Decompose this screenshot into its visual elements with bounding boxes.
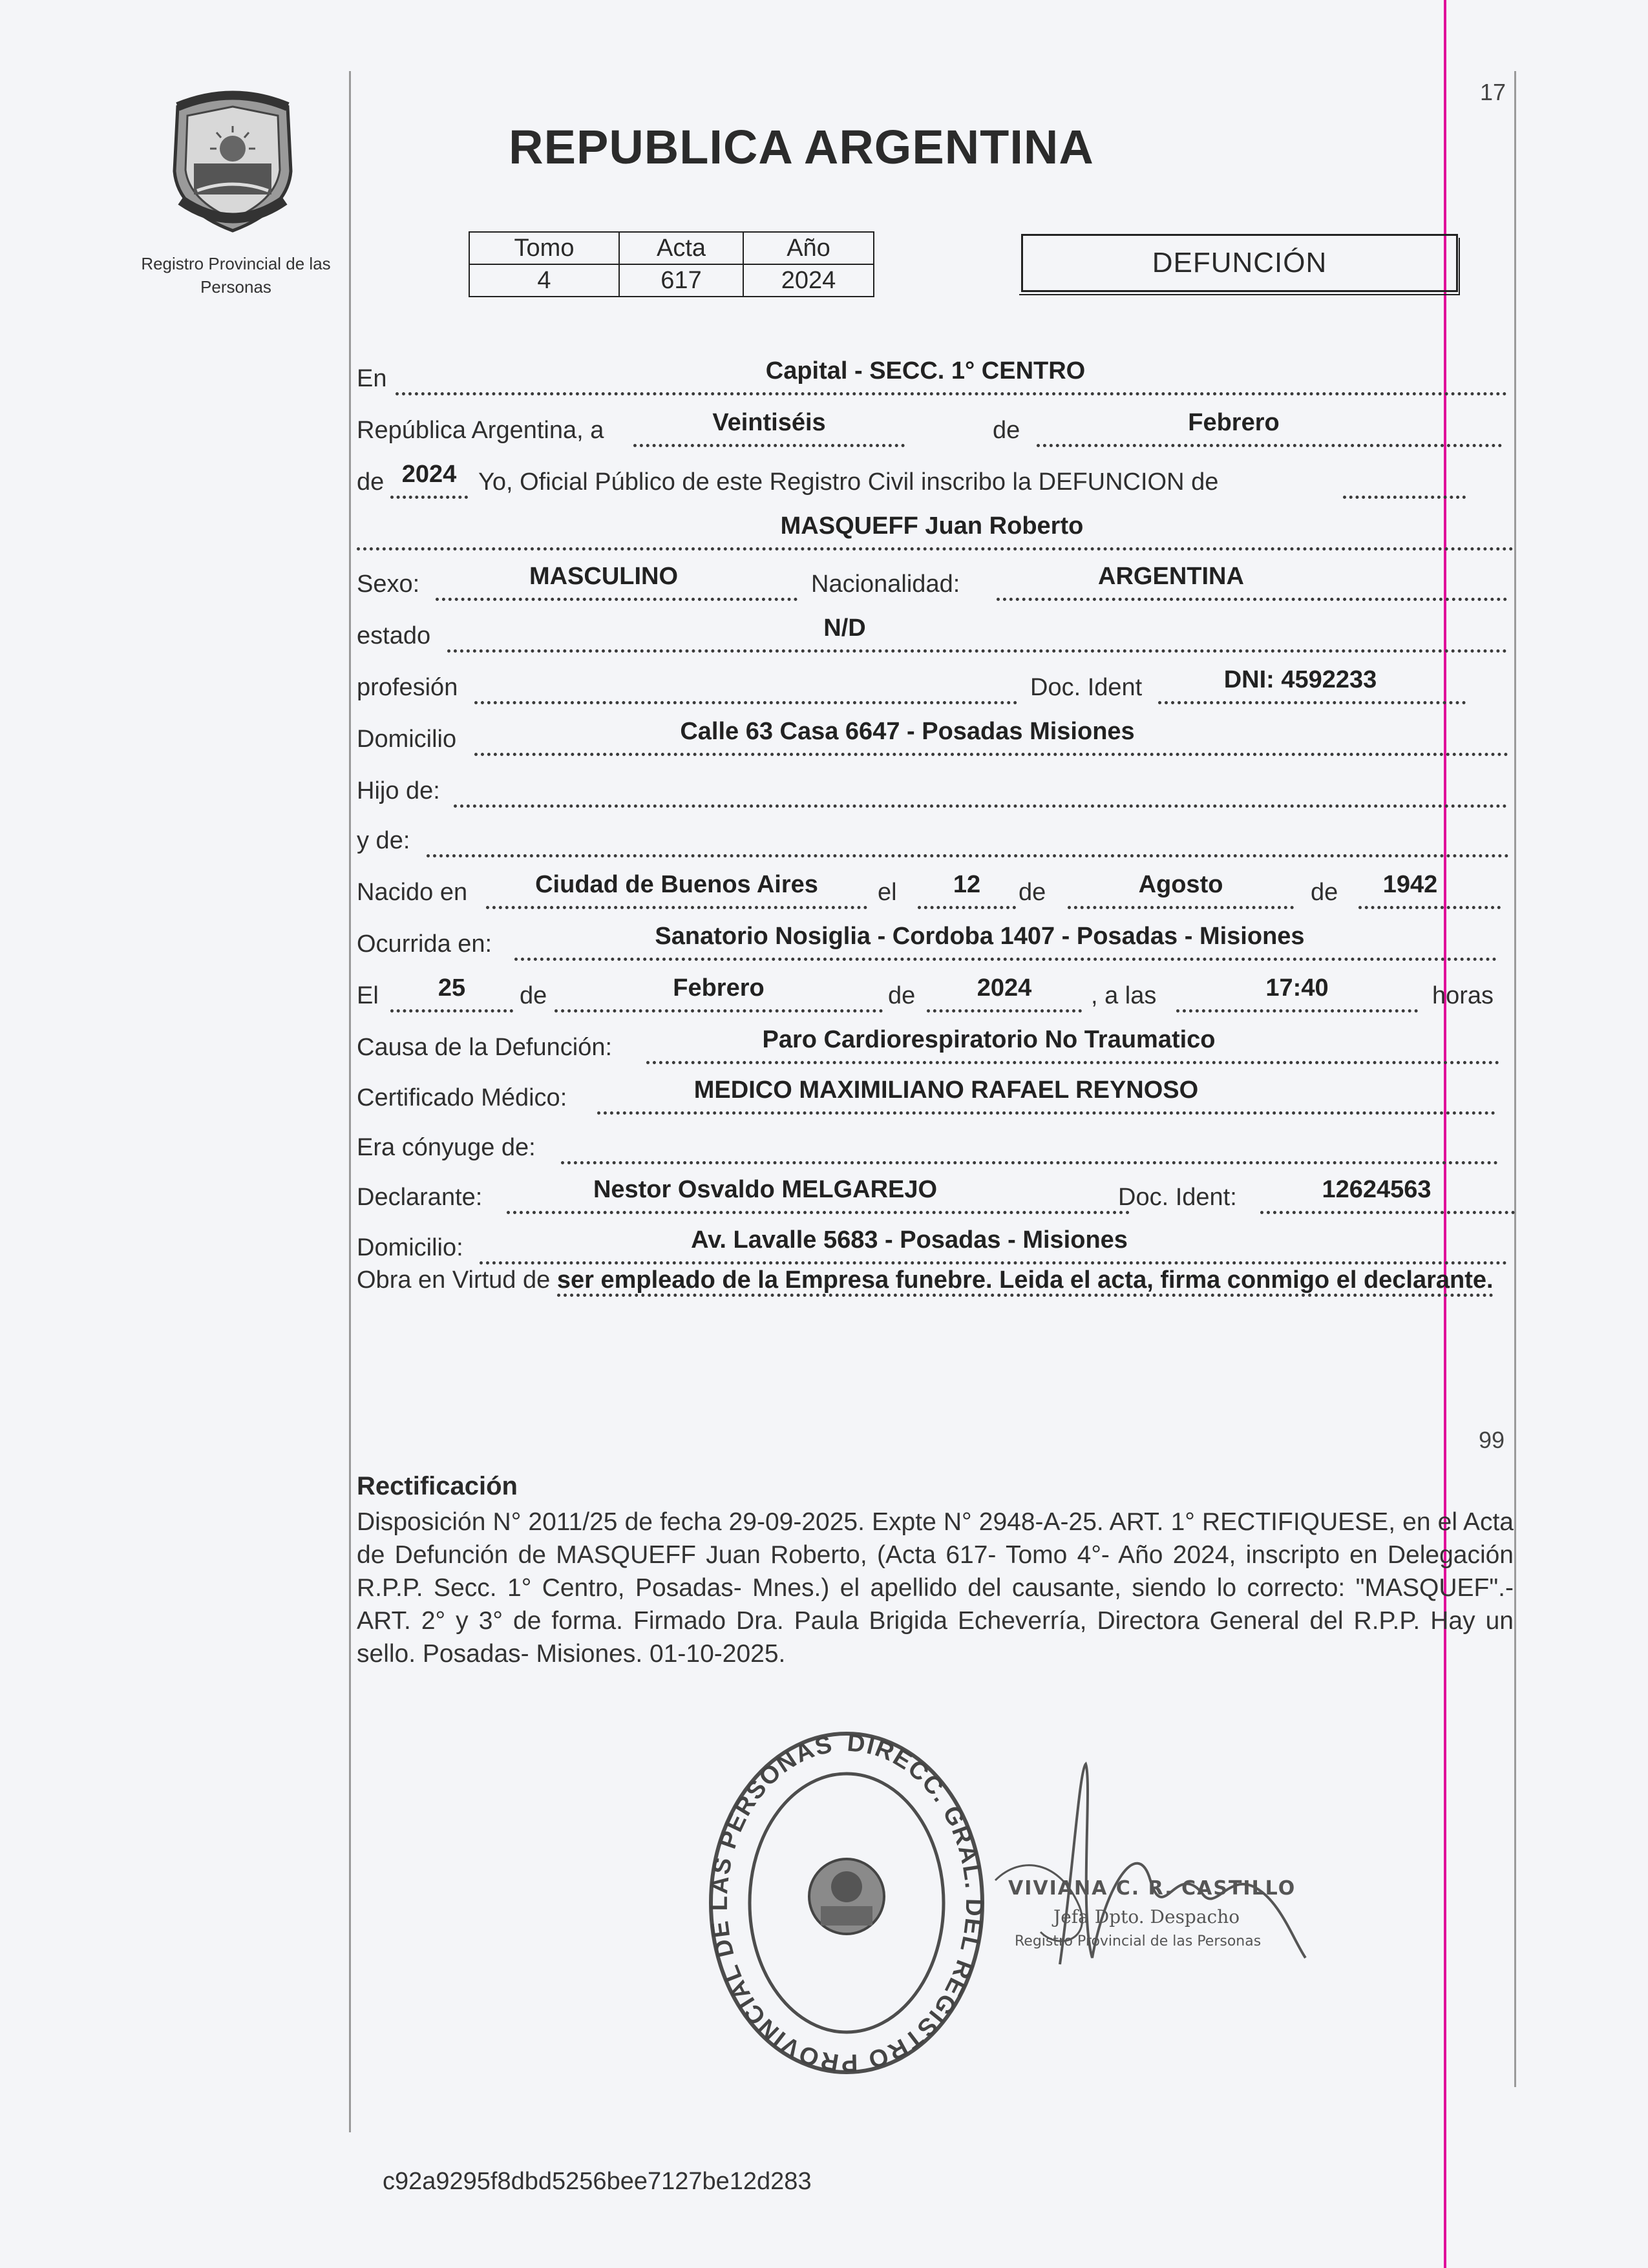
row-profesion <box>357 664 1514 706</box>
row-decl-domicilio <box>357 1224 1514 1266</box>
nacionalidad-label: Nacionalidad: <box>811 571 960 598</box>
row-conyuge <box>357 1124 1514 1166</box>
document-hash: c92a9295f8dbd5256bee7127be12d283 <box>383 2168 812 2195</box>
birth-de2-label: de <box>1311 879 1338 906</box>
year-prefix: de <box>357 468 385 496</box>
el-label: el <box>878 879 897 906</box>
inscribo-text: Yo, Oficial Público de este Registro Civil inscribo la DEFUNCION de <box>478 468 1219 496</box>
en-label: En <box>357 365 387 392</box>
tomo-header: Tomo <box>469 232 619 264</box>
yde-label: y de: <box>357 827 410 854</box>
acta-header: Acta <box>619 232 743 264</box>
rectificacion-title: Rectificación <box>357 1472 518 1500</box>
record-type-box: DEFUNCIÓN <box>1021 234 1458 292</box>
death-de2-label: de <box>888 982 916 1009</box>
day-value: Veintiséis <box>712 409 826 436</box>
decl-domicilio-value: Av. Lavalle 5683 - Posadas - Misiones <box>691 1226 1128 1254</box>
birth-day: 12 <box>953 871 981 898</box>
right-margin-line <box>1514 71 1516 2087</box>
declarante-doc-label: Doc. Ident: <box>1118 1184 1237 1211</box>
declarante-value: Nestor Osvaldo MELGAREJO <box>593 1176 938 1203</box>
profesion-line <box>474 682 1017 704</box>
page-number-mid: 99 <box>1479 1427 1505 1453</box>
rectificacion-body: Disposición N° 2011/25 de fecha 29-09-2025. Expte N° 2948-A-25. ART. 1° RECTIFIQUESE, en el Acta de Defunción de MASQUEFF Juan Roberto, (Acta 617- Tomo 4°- Año 2024, inscripto en Delegación R.P.P. Secc. 1° Centro, Posadas- Mnes.) el apellido del causante, siendo lo correcto: "MASQUEF".- ART. 2° y 3° de forma. Firmado Dra. Paula Brigida Echeverría, Directora General del R.P.P. Hay un sello. Posadas- Misiones. 01-10-2025. <box>357 1508 1514 1668</box>
decl-domicilio-label: Domicilio: <box>357 1234 463 1261</box>
conyuge-label: Era cónyuge de: <box>357 1134 536 1161</box>
row-nacido <box>357 869 1514 910</box>
stamp-name: VIVIANA C. R. CASTILLO <box>1008 1877 1296 1900</box>
obra-label: Obra en Virtud de <box>357 1266 551 1294</box>
anio-value: 2024 <box>743 264 874 297</box>
domicilio-value: Calle 63 Casa 6647 - Posadas Misiones <box>680 718 1135 745</box>
certificado-value: MEDICO MAXIMILIANO RAFAEL REYNOSO <box>693 1076 1199 1104</box>
alas-label: , a las <box>1091 982 1157 1009</box>
death-time: 17:40 <box>1265 974 1329 1002</box>
nacido-label: Nacido en <box>357 879 468 906</box>
hijo-line <box>454 785 1507 808</box>
de-label: de <box>993 417 1020 444</box>
El-label: El <box>357 982 379 1009</box>
ocurrida-label: Ocurrida en: <box>357 930 492 958</box>
obra-value: ser empleado de la Empresa funebre. Leida el acta, firma conmigo el declarante. <box>557 1266 1494 1297</box>
yde-line <box>427 835 1509 857</box>
provincia-misiones-logo <box>165 87 301 236</box>
conyuge-line <box>561 1142 1498 1164</box>
declarante-doc-value: 12624563 <box>1322 1176 1431 1203</box>
page-title: REPUBLICA ARGENTINA <box>509 120 1094 174</box>
row-yde <box>357 817 1514 859</box>
republica-label: República Argentina, a <box>357 417 604 444</box>
profesion-label: profesión <box>357 674 458 701</box>
seal-ring-text: DIRECC. GRAL. DEL REGISTRO PROVINCIAL DE LAS PERSONAS <box>705 1729 988 2074</box>
row-fecha-defuncion <box>357 972 1514 1014</box>
stamp-role: Jefa Dpto. Despacho <box>1053 1906 1240 1927</box>
row-causa <box>357 1024 1514 1066</box>
domicilio-label: Domicilio <box>357 726 457 753</box>
year-value: 2024 <box>401 461 457 488</box>
causa-label: Causa de la Defunción: <box>357 1034 613 1061</box>
death-de-label: de <box>520 982 547 1009</box>
row-sexo <box>357 561 1514 602</box>
horas-label: horas <box>1432 982 1494 1009</box>
row-estado <box>357 613 1514 654</box>
volume-table <box>469 231 874 297</box>
declarante-label: Declarante: <box>357 1184 483 1211</box>
death-month: Febrero <box>673 974 765 1002</box>
month-value: Febrero <box>1188 409 1280 436</box>
estado-label: estado <box>357 622 431 649</box>
sexo-label: Sexo: <box>357 571 420 598</box>
tomo-value: 4 <box>469 264 619 297</box>
row-fecha <box>357 407 1514 448</box>
row-inscribo <box>357 459 1514 500</box>
stamp-office: Registro Provincial de las Personas <box>1015 1933 1262 1949</box>
birth-year: 1942 <box>1382 871 1438 898</box>
row-hijo <box>357 768 1514 809</box>
row-declarante <box>357 1174 1514 1215</box>
row-domicilio <box>357 716 1514 757</box>
certificado-label: Certificado Médico: <box>357 1084 567 1111</box>
registry-caption: Registro Provincial de las Personas <box>141 254 331 297</box>
en-value: Capital - SECC. 1° CENTRO <box>765 357 1086 384</box>
doc-value: DNI: 4592233 <box>1223 666 1377 693</box>
causa-value: Paro Cardiorespiratorio No Traumatico <box>762 1026 1216 1053</box>
nacionalidad-value: ARGENTINA <box>1098 563 1244 590</box>
anio-header: Año <box>743 232 874 264</box>
obra-en-virtud <box>357 1263 1514 1297</box>
row-en <box>357 355 1514 397</box>
row-certificado <box>357 1075 1514 1116</box>
birth-month: Agosto <box>1138 871 1223 898</box>
inscribo-line <box>1343 476 1466 499</box>
nacido-value: Ciudad de Buenos Aires <box>535 871 818 898</box>
deceased-name: MASQUEFF Juan Roberto <box>780 512 1084 540</box>
doc-label: Doc. Ident <box>1030 674 1143 701</box>
death-day: 25 <box>438 974 466 1002</box>
row-ocurrida <box>357 921 1514 962</box>
estado-value: N/D <box>823 614 866 642</box>
death-year: 2024 <box>977 974 1032 1002</box>
ocurrida-value: Sanatorio Nosiglia - Cordoba 1407 - Posadas - Misiones <box>655 923 1305 950</box>
acta-value: 617 <box>619 264 743 297</box>
birth-de-label: de <box>1019 879 1046 906</box>
left-margin-line <box>349 71 351 2132</box>
sexo-value: MASCULINO <box>529 563 679 590</box>
official-seal <box>704 1712 989 2074</box>
page-number-top: 17 <box>1480 79 1506 105</box>
hijo-label: Hijo de: <box>357 777 440 804</box>
row-nombre <box>357 510 1514 552</box>
signature-stamp <box>982 1745 1344 2003</box>
